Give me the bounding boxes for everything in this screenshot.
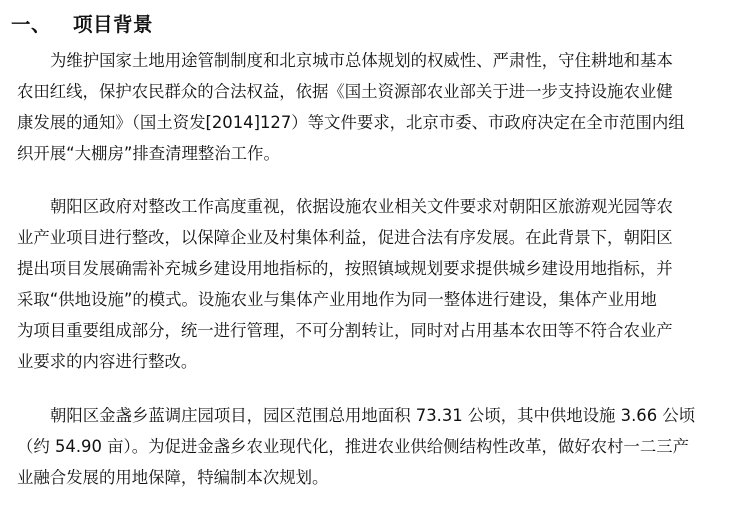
paragraph-line: 为维护国家土地用途管制制度和北京城市总体规划的权威性、严肃性，守住耕地和基本 — [50, 51, 673, 70]
paragraph-line: 业产业项目进行整改，以保障企业及村集体利益，促进合法有序发展。在此背景下，朝阳区 — [17, 228, 673, 247]
paragraph-line: 提出项目发展确需补充城乡建设用地指标的，按照镇域规划要求提供城乡建设用地指标，并 — [17, 259, 673, 278]
section-title: 项目背景 — [73, 13, 154, 36]
paragraph-line: 朝阳区政府对整改工作高度重视，依据设施农业相关文件要求对朝阳区旅游观光园等农 — [50, 197, 673, 216]
paragraph-line: 织开展“大棚房”排查清理整治工作。 — [17, 144, 280, 163]
paragraph-line: （约 54.90 亩）。为促进金盏乡农业现代化，推进农业供给侧结构性改革，做好农村一二三产 — [17, 437, 689, 456]
paragraph-line: 农田红线，保护农民群众的合法权益，依据《国土资源部农业部关于进一步支持设施农业健 — [17, 82, 673, 101]
paragraph-line: 采取“供地设施”的模式。设施农业与集体产业用地作为同一整体进行建设，集体产业用地 — [17, 290, 657, 309]
paragraph-line: 康发展的通知》（国土资发[2014]127）等文件要求，北京市委、市政府决定在全市范围内组 — [17, 113, 685, 132]
paragraph-line: 业要求的内容进行整改。 — [17, 352, 198, 371]
section-heading — [11, 8, 153, 38]
paragraph-line: 为项目重要组成部分，统一进行管理，不可分割转让，同时对占用基本农田等不符合农业产 — [17, 321, 673, 340]
paragraph-line: 业融合发展的用地保障，特编制本次规划。 — [17, 468, 329, 487]
paragraph-line: 朝阳区金盏乡蓝调庄园项目，园区范围总用地面积 73.31 公顷，其中供地设施 3.66 公顷 — [50, 406, 696, 425]
section-number: 一、 — [11, 13, 52, 36]
